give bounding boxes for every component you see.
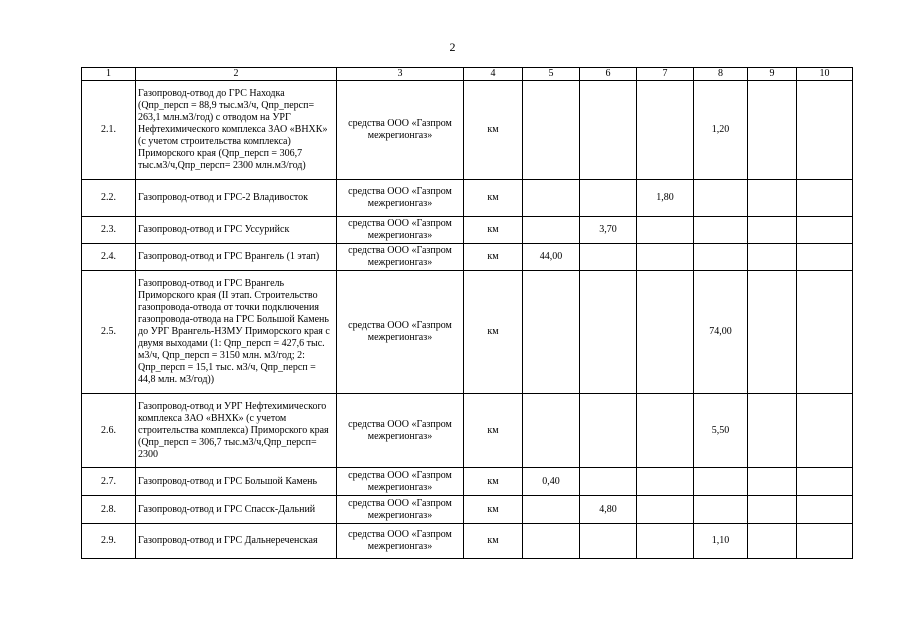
value-cell [797, 217, 853, 244]
unit-cell: км [464, 496, 523, 524]
value-cell [580, 244, 637, 271]
unit-cell: км [464, 217, 523, 244]
funding-source: средства ООО «Газпром межрегионгаз» [337, 217, 464, 244]
unit-cell: км [464, 394, 523, 468]
value-cell [797, 81, 853, 180]
object-name: Газопровод-отвод и УРГ Нефтехимического комплекса ЗАО «ВНХК» (с учетом строительства комплекса) Приморского края (Qпр_персп = 306,7 тыс.м3/ч,Qпр_персп= 2300 [136, 394, 337, 468]
row-number: 2.7. [82, 468, 136, 496]
table-row [82, 244, 853, 271]
funding-source: средства ООО «Газпром межрегионгаз» [337, 394, 464, 468]
column-header: 7 [637, 68, 694, 81]
value-cell: 3,70 [580, 217, 637, 244]
value-cell [694, 217, 748, 244]
value-cell: 1,20 [694, 81, 748, 180]
value-cell [797, 244, 853, 271]
value-cell [523, 524, 580, 559]
value-cell [797, 524, 853, 559]
value-cell [637, 217, 694, 244]
table-row [82, 496, 853, 524]
value-cell [748, 271, 797, 394]
value-cell [637, 468, 694, 496]
value-cell [523, 271, 580, 394]
value-cell [580, 81, 637, 180]
value-cell [637, 271, 694, 394]
value-cell [748, 468, 797, 496]
object-name: Газопровод-отвод и ГРС Спасск-Дальний [136, 496, 337, 524]
column-header: 3 [337, 68, 464, 81]
value-cell [694, 244, 748, 271]
object-name: Газопровод-отвод и ГРС Большой Камень [136, 468, 337, 496]
object-name: Газопровод-отвод и ГРС Врангель (1 этап) [136, 244, 337, 271]
object-name: Газопровод-отвод и ГРС Уссурийск [136, 217, 337, 244]
value-cell [797, 180, 853, 217]
column-header: 9 [748, 68, 797, 81]
value-cell [523, 180, 580, 217]
value-cell [748, 217, 797, 244]
column-header: 5 [523, 68, 580, 81]
column-header: 1 [82, 68, 136, 81]
value-cell [523, 81, 580, 180]
table-row [82, 524, 853, 559]
value-cell [580, 468, 637, 496]
value-cell: 74,00 [694, 271, 748, 394]
funding-source: средства ООО «Газпром межрегионгаз» [337, 524, 464, 559]
value-cell [797, 394, 853, 468]
unit-cell: км [464, 81, 523, 180]
value-cell [523, 217, 580, 244]
table-row [82, 468, 853, 496]
object-name: Газопровод-отвод до ГРС Находка (Qпр_персп = 88,9 тыс.м3/ч, Qпр_персп= 263,1 млн.м3/год) с отводом на УРГ Нефтехимического комплекса ЗАО «ВНХК» (с учетом строительства комплекса) Приморского края (Qпр_персп = 306,7 тыс.м3/ч,Qпр_персп= 2300 млн.м3/год) [136, 81, 337, 180]
row-number: 2.2. [82, 180, 136, 217]
unit-cell: км [464, 468, 523, 496]
column-header: 10 [797, 68, 853, 81]
funding-source: средства ООО «Газпром межрегионгаз» [337, 180, 464, 217]
value-cell [523, 394, 580, 468]
funding-source: средства ООО «Газпром межрегионгаз» [337, 496, 464, 524]
unit-cell: км [464, 180, 523, 217]
table-row [82, 217, 853, 244]
funding-source: средства ООО «Газпром межрегионгаз» [337, 271, 464, 394]
value-cell: 4,80 [580, 496, 637, 524]
value-cell [523, 496, 580, 524]
value-cell [637, 244, 694, 271]
value-cell [748, 496, 797, 524]
object-name: Газопровод-отвод и ГРС Дальнереченская [136, 524, 337, 559]
value-cell [748, 180, 797, 217]
value-cell [748, 244, 797, 271]
column-header: 8 [694, 68, 748, 81]
value-cell [580, 524, 637, 559]
value-cell [797, 271, 853, 394]
value-cell [748, 81, 797, 180]
value-cell: 5,50 [694, 394, 748, 468]
table-row [82, 180, 853, 217]
row-number: 2.4. [82, 244, 136, 271]
table-row [82, 271, 853, 394]
value-cell [748, 394, 797, 468]
value-cell [694, 468, 748, 496]
page-number: 2 [449, 40, 456, 54]
value-cell [580, 180, 637, 217]
row-number: 2.1. [82, 81, 136, 180]
value-cell [694, 496, 748, 524]
column-header: 6 [580, 68, 637, 81]
value-cell: 0,40 [523, 468, 580, 496]
value-cell [637, 394, 694, 468]
value-cell [637, 524, 694, 559]
value-cell [637, 496, 694, 524]
value-cell: 1,10 [694, 524, 748, 559]
value-cell [580, 271, 637, 394]
table-row [82, 394, 853, 468]
unit-cell: км [464, 244, 523, 271]
row-number: 2.8. [82, 496, 136, 524]
funding-source: средства ООО «Газпром межрегионгаз» [337, 468, 464, 496]
row-number: 2.5. [82, 271, 136, 394]
object-name: Газопровод-отвод и ГРС-2 Владивосток [136, 180, 337, 217]
value-cell [797, 496, 853, 524]
funding-source: средства ООО «Газпром межрегионгаз» [337, 244, 464, 271]
unit-cell: км [464, 524, 523, 559]
table-header-row [82, 68, 853, 81]
funding-source: средства ООО «Газпром межрегионгаз» [337, 81, 464, 180]
column-header: 4 [464, 68, 523, 81]
row-number: 2.9. [82, 524, 136, 559]
value-cell: 44,00 [523, 244, 580, 271]
value-cell [748, 524, 797, 559]
column-header: 2 [136, 68, 337, 81]
value-cell [637, 81, 694, 180]
unit-cell: км [464, 271, 523, 394]
value-cell: 1,80 [637, 180, 694, 217]
value-cell [797, 468, 853, 496]
value-cell [580, 394, 637, 468]
value-cell [694, 180, 748, 217]
object-name: Газопровод-отвод и ГРС Врангель Приморского края (II этап. Строительство газопровода-отвода от точки подключения газопровода-отвода на ГРС Большой Камень до УРГ Врангель-НЗМУ Приморского края с двумя выходами (1: Qпр_персп = 427,6 тыс. м3/ч, Qпр_персп = 3150 млн. м3/год; 2: Qпр_персп = 15,1 тыс. м3/ч, Qпр_персп = 44,8 млн. м3/год)) [136, 271, 337, 394]
row-number: 2.6. [82, 394, 136, 468]
row-number: 2.3. [82, 217, 136, 244]
table-row [82, 81, 853, 180]
document-table [81, 67, 853, 559]
